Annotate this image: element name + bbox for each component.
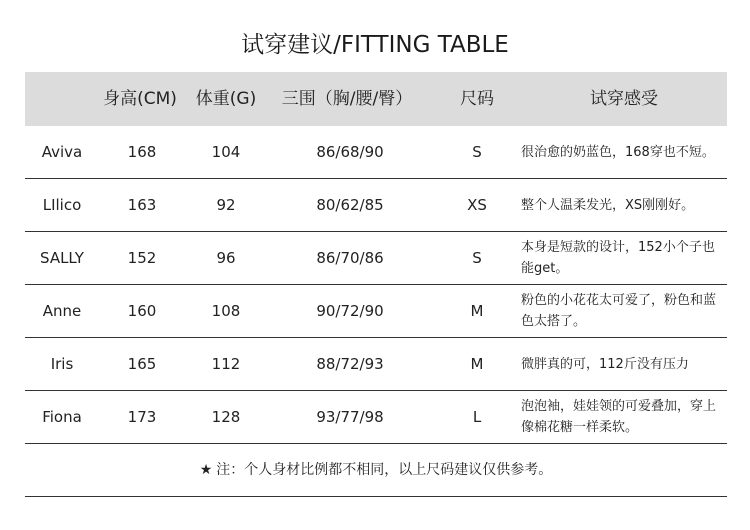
- table-row: [25, 391, 727, 444]
- cell-feedback: 粉色的小花花太可爱了，粉色和蓝色太搭了。: [521, 293, 717, 329]
- header-size: 尺码: [460, 89, 494, 109]
- header-height: 身高(CM): [103, 89, 177, 109]
- cell-size: S: [472, 143, 482, 161]
- cell-measurements: 90/72/90: [316, 302, 384, 320]
- cell-height: 152: [127, 249, 157, 267]
- cell-feedback: 本身是短款的设计，152小个子也能get。: [521, 240, 715, 276]
- cell-size: L: [472, 408, 482, 426]
- table-row: [25, 126, 727, 179]
- fitting-table: [25, 72, 727, 444]
- table-row: [25, 285, 727, 338]
- cell-feedback: 很治愈的奶蓝色，168穿也不短。: [521, 144, 715, 160]
- cell-measurements: 88/72/93: [316, 355, 384, 373]
- cell-weight: 108: [211, 302, 241, 320]
- cell-weight: 96: [216, 249, 236, 267]
- cell-size: XS: [467, 196, 487, 214]
- cell-height: 163: [127, 196, 157, 214]
- cell-measurements: 86/70/86: [316, 249, 384, 267]
- cell-feedback: 泡泡袖，娃娃领的可爱叠加，穿上像棉花糖一样柔软。: [521, 399, 717, 435]
- cell-name: Aviva: [41, 143, 83, 161]
- cell-height: 168: [127, 143, 157, 161]
- cell-height: 165: [127, 355, 157, 373]
- cell-size: M: [470, 355, 484, 373]
- page-title: 试穿建议/FITTING TABLE: [241, 32, 509, 58]
- cell-height: 173: [127, 408, 157, 426]
- cell-name: Iris: [50, 355, 74, 373]
- table-row: [25, 232, 727, 285]
- cell-name: SALLY: [40, 249, 84, 267]
- footer-note-text: 注：个人身材比例都不相同，以上尺码建议仅供参考。: [216, 462, 553, 478]
- cell-weight: 112: [211, 355, 241, 373]
- cell-size: M: [470, 302, 484, 320]
- cell-feedback: 整个人温柔发光，XS刚刚好。: [521, 197, 695, 213]
- cell-feedback: 微胖真的可，112斤没有压力: [521, 356, 689, 372]
- cell-name: Fiona: [42, 408, 82, 426]
- header-weight: 体重(G): [195, 89, 257, 109]
- cell-name: Anne: [42, 302, 82, 320]
- footer-note: [25, 444, 727, 497]
- cell-weight: 104: [211, 143, 241, 161]
- cell-measurements: 86/68/90: [316, 143, 384, 161]
- cell-measurements: 80/62/85: [316, 196, 384, 214]
- star-icon: ★: [199, 462, 213, 478]
- cell-size: S: [472, 249, 482, 267]
- cell-weight: 128: [211, 408, 241, 426]
- cell-measurements: 93/77/98: [316, 408, 384, 426]
- table-header: [25, 72, 727, 126]
- header-measurements: 三围（胸/腰/臀）: [281, 89, 413, 109]
- cell-weight: 92: [216, 196, 236, 214]
- header-feedback: 试穿感受: [590, 89, 658, 109]
- table-row: [25, 338, 727, 391]
- table-row: [25, 179, 727, 232]
- cell-height: 160: [127, 302, 157, 320]
- cell-name: LIlico: [42, 196, 82, 214]
